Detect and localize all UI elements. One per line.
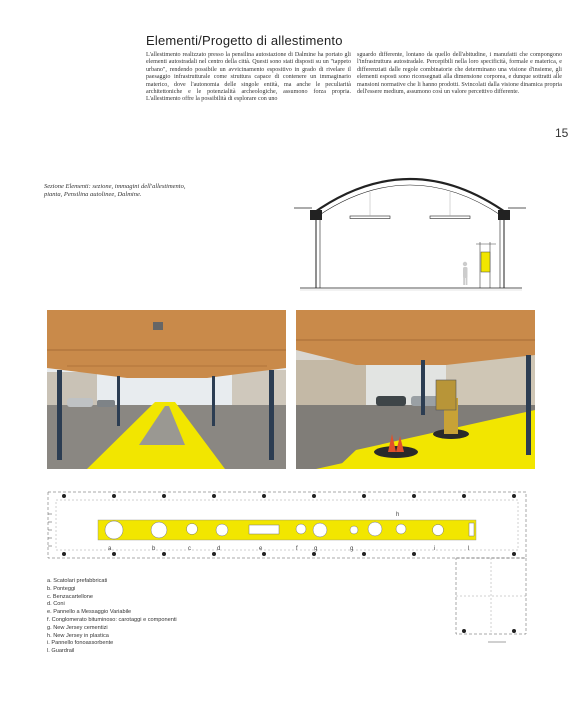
plan-label-h: h bbox=[396, 512, 400, 518]
plan-label-g1: g bbox=[314, 546, 318, 552]
figure-caption: Sezione Elementi: sezione, immagini dell'allestimento, pianta, Pensilina autolinee, Dalmine. bbox=[44, 183, 186, 198]
legend-item: h. New Jersey in plastica bbox=[47, 632, 109, 639]
body-text-column-2: sguardo differente, lontano da quello dell'abitudine, i manufatti che compongono l'infrastruttura autostradale. Percepibili nella loro specificità, formale e materica, e differenziati dalle regole combinatorie che determinano una visione d'insieme, gli elementi esposti sono riconsegnati alla dimensione corporea, e dunque sottratti alle mansioni normative che li hanno prodotti. Svincolati dalla visione dinamica propria dell'essere medium, assumono così un valore percettivo differente. bbox=[357, 52, 562, 96]
plan-label-c: c bbox=[188, 546, 191, 552]
beam-left bbox=[310, 210, 322, 220]
legend-item: d. Coni bbox=[47, 601, 65, 608]
plan-label-b: b bbox=[152, 546, 156, 552]
legend-item: e. Pannello a Messaggio Variabile bbox=[47, 609, 132, 616]
plan-label-e: e bbox=[259, 546, 263, 552]
legend-item: c. Benzacartellone bbox=[47, 593, 94, 600]
human-figure-icon bbox=[463, 262, 468, 285]
plan-label-g2: g bbox=[350, 546, 354, 552]
plan-label-a: a bbox=[108, 546, 112, 552]
canopy-arch bbox=[312, 179, 508, 214]
photo-installation-cones bbox=[296, 310, 535, 469]
legend-item: b. Ponteggi bbox=[47, 585, 76, 592]
legend-item: i. Pannello fonoassorbente bbox=[47, 640, 114, 647]
legend bbox=[47, 578, 177, 656]
photo-installation-perspective bbox=[47, 310, 286, 469]
page-title: Elementi/Progetto di allestimento bbox=[146, 33, 343, 48]
legend-item: f. Conglomerato bituminoso: carotaggi e componenti bbox=[47, 616, 177, 623]
body-text-column-1: L'allestimento realizzato presso la pensilina autostazione di Dalmine ha portato gli elementi autostradali nel centro della città. Questi sono stati disposti su un "tappeto urbano", rendendo possibile un avvicinamento espositivo in grado di rivelare il paesaggio infrastrutturale come struttura capace di contenere un immaginario materico, dove l'autonomia delle singole entità, ma anche le peculiarità architettoniche e le potenzialità archeologiche, assumono forza propria. L'allestimento offre la possibilità di esplorare con uno bbox=[146, 52, 351, 103]
legend-item: g. New Jersey cementizi bbox=[47, 624, 108, 631]
plan-label-l: l bbox=[468, 546, 470, 552]
beam-right bbox=[498, 210, 510, 220]
variable-message-panel bbox=[481, 252, 490, 272]
canopy-inner-arch bbox=[318, 185, 502, 216]
section-drawing bbox=[290, 172, 530, 297]
plan-label-i: i bbox=[434, 546, 436, 552]
plan-label-d: d bbox=[217, 546, 221, 552]
legend-item: l. Guardrail bbox=[47, 648, 75, 655]
canopy-ceiling bbox=[296, 310, 535, 365]
plan-label-f: f bbox=[296, 546, 298, 552]
canopy-ceiling bbox=[47, 310, 286, 378]
legend-item: a. Scatolari prefabbricati bbox=[47, 578, 108, 584]
page-number: 15 bbox=[555, 126, 569, 140]
